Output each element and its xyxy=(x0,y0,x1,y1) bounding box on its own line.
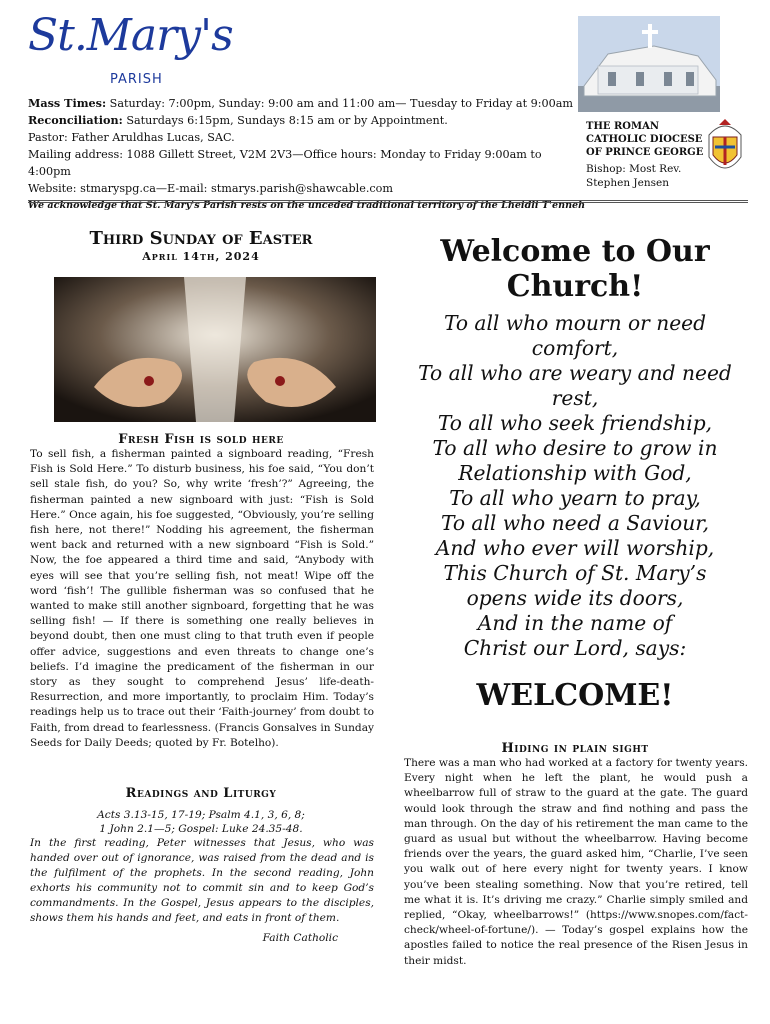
logo-subtitle: PARISH xyxy=(110,72,163,87)
poem-line: This Church of St. Mary’s xyxy=(443,561,707,585)
mass-times-line xyxy=(28,95,588,112)
poem-line: Christ our Lord, says: xyxy=(463,636,687,660)
poem-line: Relationship with God, xyxy=(458,461,692,485)
bishop-line-1: Bishop: Most Rev. xyxy=(586,163,682,175)
hiding-body: There was a man who had worked at a factory for twenty years. Every night when he left the plant, he would push a wheelbarrow full of straw to the guard at the gate. The guard would look through the straw and find nothing and pass the man through. On the day of his retirement the man came to the guard as usual but without the wheelbarrow. Having become friends over the years, the guard asked him, “Charlie, I’ve seen you walk out of here every night for twenty years. I know you’ve been stealing something. Now that you’re retired, tell me what it is. It’s driving me crazy.” Charlie simply smiled and replied, “Okay, wheelbarrows!” (https://www.snopes.com/fact-check/wheel-of-fortune/). — Today’s gospel explains how the apostles failed to notice the real presence of the Risen Jesus in their midst. xyxy=(404,757,748,967)
mailing-address: Mailing address: 1088 Gillett Street, V2M 2V3—Office hours: Monday to Friday 9:00am to 4:00pm xyxy=(28,148,542,178)
poem-line: To all who need a Saviour, xyxy=(440,511,710,535)
readings-source: Faith Catholic xyxy=(262,932,338,944)
logo-title: St.Mary's xyxy=(28,10,233,61)
diocese-line-2: CATHOLIC DIOCESE xyxy=(586,134,703,145)
readings-refs-line-1: Acts 3.13-15, 17-19; Psalm 4.1, 3, 6, 8; xyxy=(97,809,305,821)
bishop-info xyxy=(586,162,696,190)
diocese-crest xyxy=(703,117,747,179)
diocese-line-3: OF PRINCE GEORGE xyxy=(586,147,704,158)
pastor-line: Pastor: Father Aruldhas Lucas, SAC. xyxy=(28,131,235,144)
bishop-line-2: Stephen Jensen xyxy=(586,177,669,189)
poem-line: And who ever will worship, xyxy=(435,536,715,560)
mass-times-label: Mass Times: xyxy=(28,96,107,110)
hiding-heading: Hiding in plain sight xyxy=(501,741,649,756)
poem-line: To all who yearn to pray, xyxy=(449,486,701,510)
readings-refs-line-2: 1 John 2.1—5; Gospel: Luke 24.35-48. xyxy=(99,823,303,835)
welcome-title: Welcome to Our Church! xyxy=(440,234,710,304)
church-photo xyxy=(578,16,720,112)
fresh-fish-body: To sell fish, a fisherman painted a signboard reading, “Fresh Fish is Sold Here.” To disturb business, his foe said, “You don’t sell stale fish, do you? So, why write ‘fresh’?” Agreeing, the fisherman painted a new signboard with just: “Fish is Sold Here.” Once again, his foe suggested, “Obviously, you’re selling fish here, not there!” Nodding his agreement, the fisherman went back and returned with a new signboard “Fish is Sold.” Now, the foe appeared a third time and said, “Anybody with eyes will see that you’re selling fish, not meat! Wipe off the word ‘fish’! The gullible fisherman was so confused that he wanted to make still another signboard, forgetting that he was selling fish! — If there is something one really believes in beyond doubt, then one must cling to that truth even if people offer advice, suggestions and even threats to change one’s beliefs. I’d imagine the predicament of the fisherman in our story as they sought to comprehend Jesus’ life-death-Resurrection, and more importantly, to proclaim Him. Today’s readings help us to trace out their ‘Faith-journey’ from doubt to Faith, from dread to fearlessness. (Francis Gonsalves in Sunday Seeds for Daily Deeds; quoted by Fr. Botelho). xyxy=(30,448,374,749)
sunday-title: Third Sunday of Easter xyxy=(89,228,313,249)
poem-line: opens wide its doors, xyxy=(466,586,684,610)
sunday-date: April 14th, 2024 xyxy=(142,250,260,263)
poem-line: And in the name of xyxy=(477,611,673,635)
reconciliation-text: Saturdays 6:15pm, Sundays 8:15 am or by Appointment. xyxy=(126,114,448,127)
welcome-banner: WELCOME! xyxy=(476,678,674,713)
mass-times-text: Saturday: 7:00pm, Sunday: 9:00 am and 11:00 am— Tuesday to Friday at 9:00am xyxy=(109,97,574,110)
land-acknowledgement: We acknowledge that St. Mary's Parish rests on the unceded traditional territory of the Lheidli T'enneh xyxy=(28,200,586,211)
readings-heading: Readings and Liturgy xyxy=(125,786,277,801)
jesus-hands-image xyxy=(54,277,376,422)
header-info xyxy=(28,95,588,214)
readings-body: In the first reading, Peter witnesses that Jesus, who was handed over out of ignorance, was raised from the dead and is the fulfilment of the prophets. In the second reading, John exhorts his community not to commit sin and to keep God’s commandments. In the Gospel, Jesus appears to the disciples, shows them his hands and feet, and eats in front of them. xyxy=(30,837,374,924)
fresh-fish-heading: Fresh Fish is sold here xyxy=(118,432,284,447)
poem-line: To all who seek friendship, xyxy=(437,411,713,435)
header-divider xyxy=(28,200,748,203)
welcome-poem xyxy=(400,311,750,661)
poem-line: To all who are weary and need xyxy=(418,361,732,385)
diocese-name xyxy=(586,120,706,159)
diocese-line-1: THE ROMAN xyxy=(586,121,659,132)
reconciliation-line xyxy=(28,112,588,129)
website-email: Website: stmaryspg.ca—E-mail: stmarys.parish@shawcable.com xyxy=(28,182,393,195)
poem-line: rest, xyxy=(551,386,599,410)
parish-logo xyxy=(28,10,233,61)
readings-references xyxy=(28,808,374,836)
poem-line: comfort, xyxy=(531,336,619,360)
poem-line: To all who desire to grow in xyxy=(432,436,718,460)
reconciliation-label: Reconciliation: xyxy=(28,113,123,127)
poem-line: To all who mourn or need xyxy=(443,311,707,335)
